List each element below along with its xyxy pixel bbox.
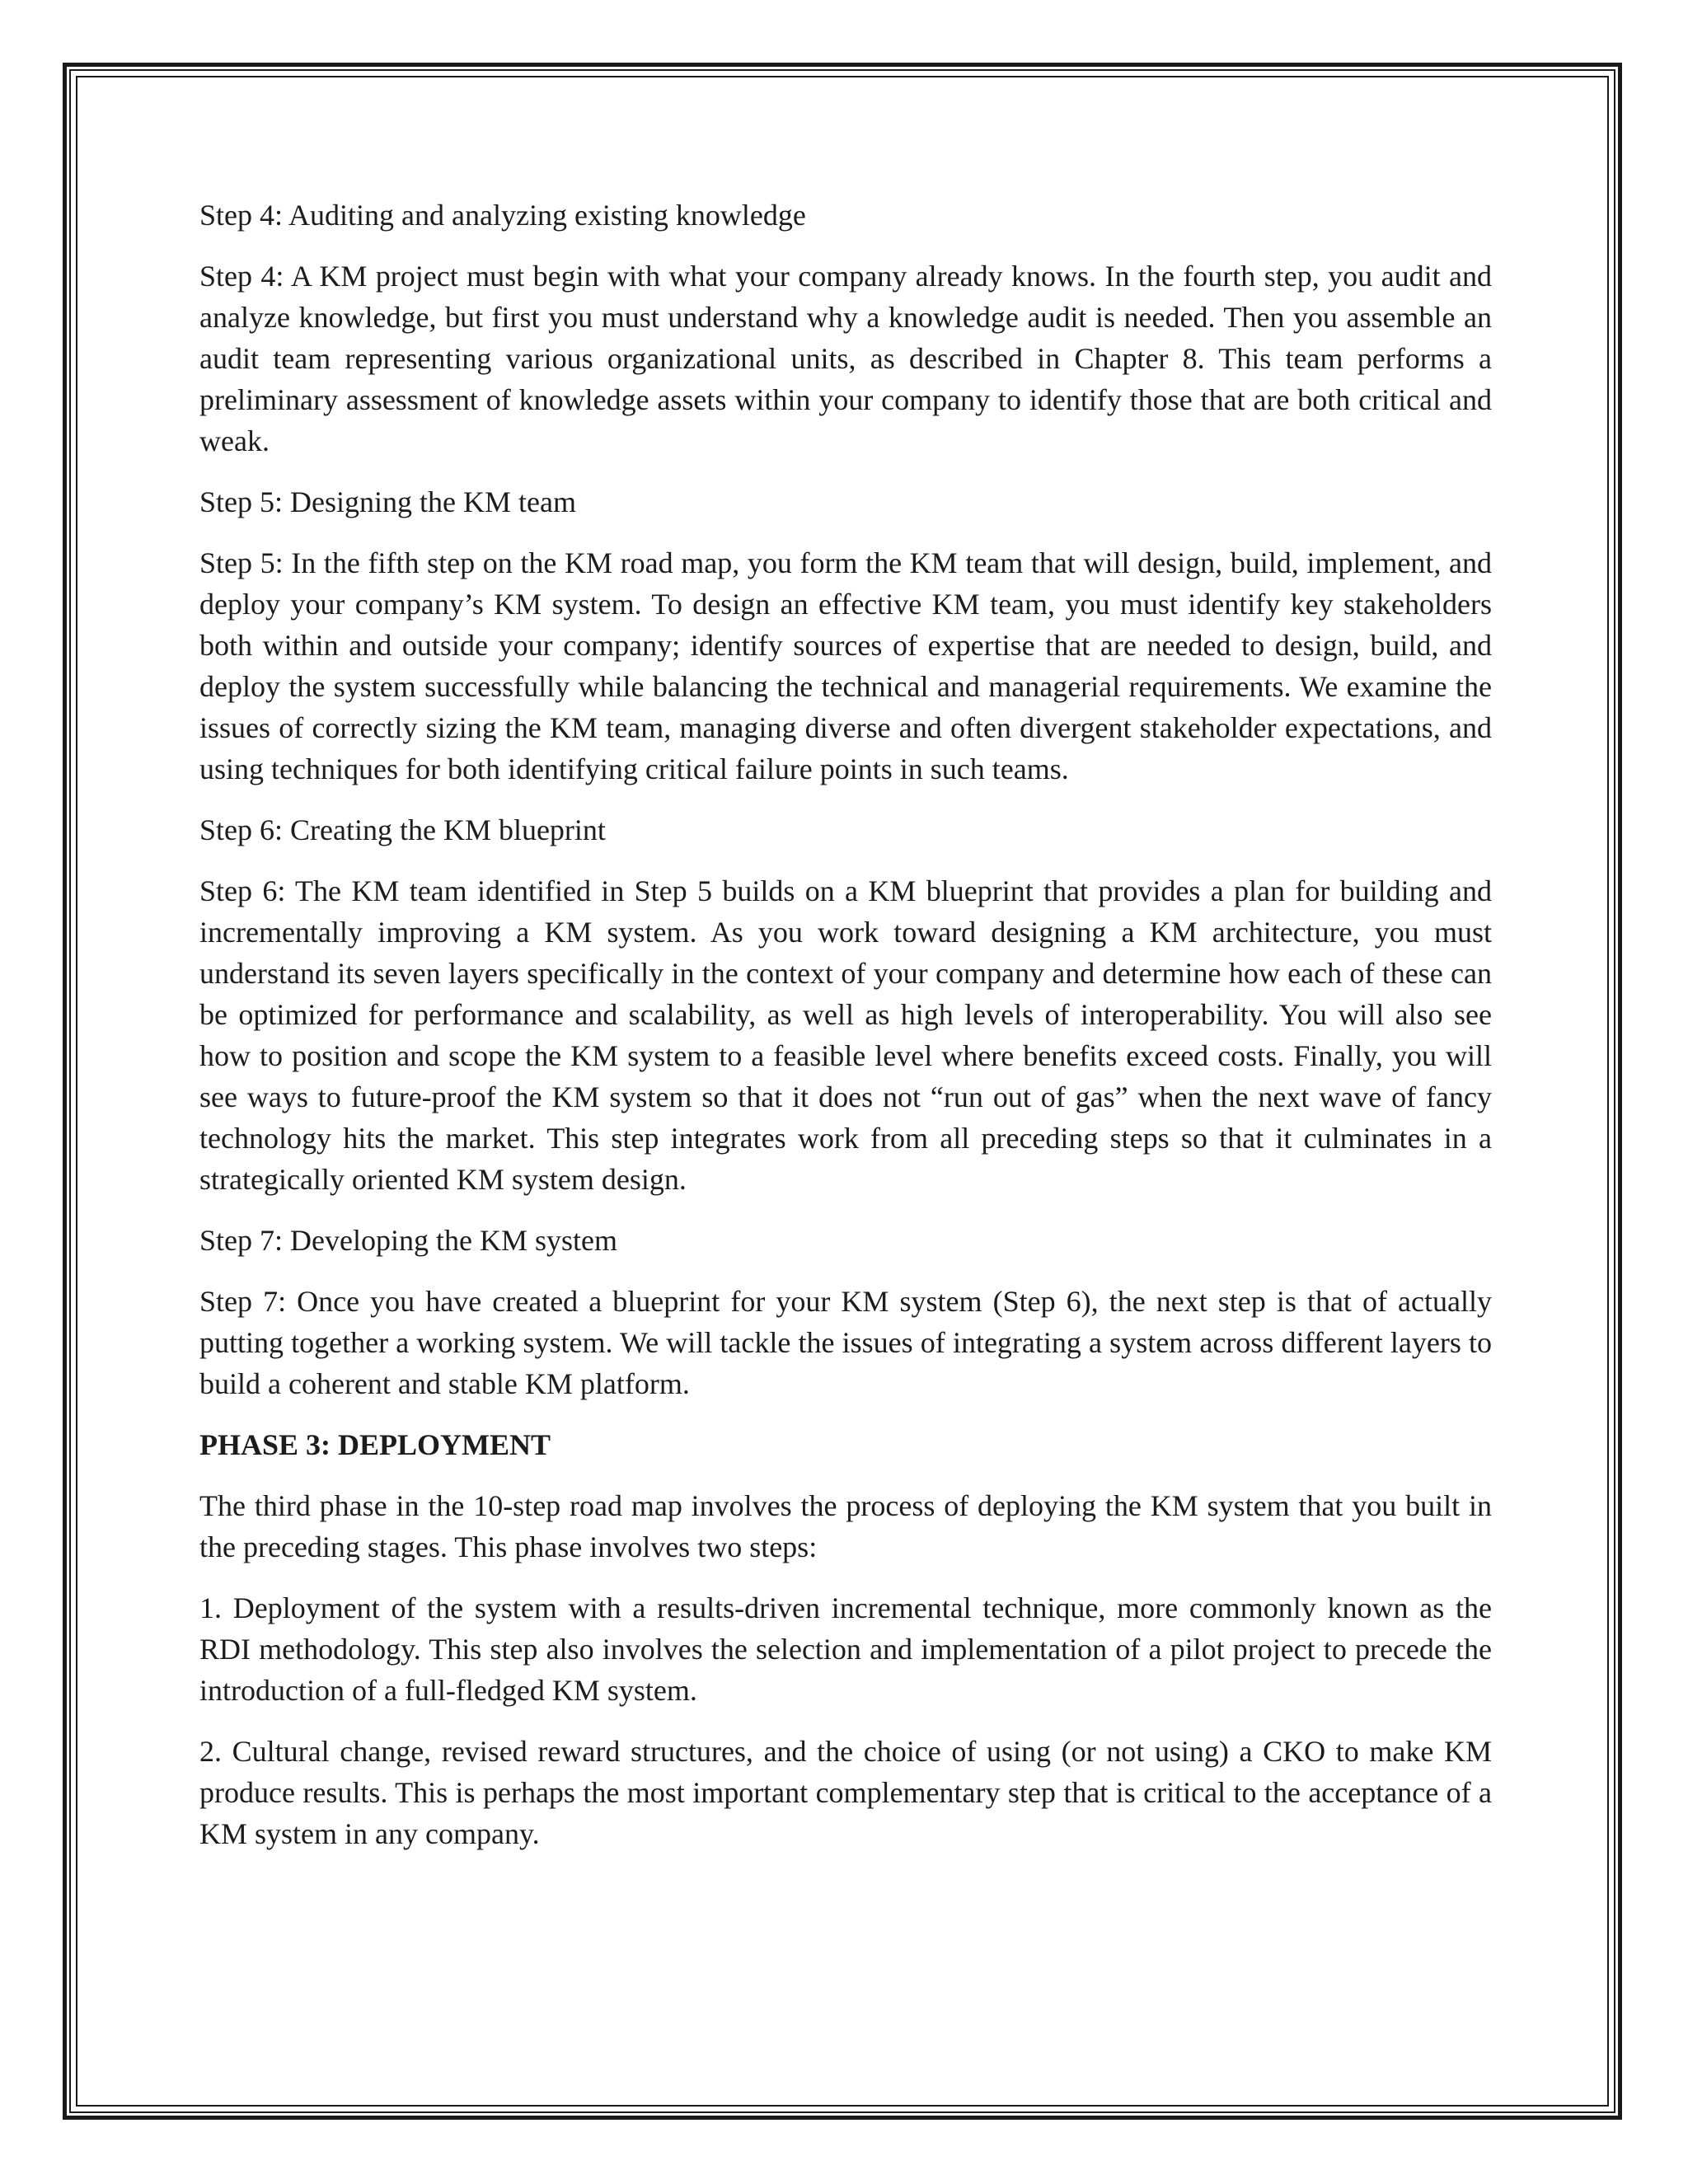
phase-3-intro: The third phase in the 10-step road map involves the process of deploying the KM system that you built in the preceding stages. This phase involves two steps: (199, 1489, 1492, 1563)
step-6-body: Step 6: The KM team identified in Step 5 builds on a KM blueprint that provides a plan for building and incrementally improving a KM system. As you work toward designing a KM architecture, you must understand its seven layers specifically in the context of your company and determine how each of these can be optimized for performance and scalability, as well as high levels of interoperability. You will also see how to position and scope the KM system to a feasible level where benefits exceed costs. Finally, you will see ways to future-proof the KM system so that it does not “run out of gas” when the next wave of fancy technology hits the market. This step integrates work from all preceding steps so that it culminates in a strategically oriented KM system design. (199, 874, 1492, 1196)
step-7-body: Step 7: Once you have created a blueprint for your KM system (Step 6), the next step is that of actually putting together a working system. We will tackle the issues of integrating a system across different layers to build a coherent and stable KM platform. (199, 1285, 1492, 1400)
step-5-body: Step 5: In the fifth step on the KM road map, you form the KM team that will design, build, implement, and deploy your company’s KM system. To design an effective KM team, you must identify key stakeholders both within and outside your company; identify sources of expertise that are needed to design, build, and deploy the system successfully while balancing the technical and managerial requirements. We examine the issues of correctly sizing the KM team, managing diverse and often divergent stakeholder expectations, and using techniques for both identifying critical failure points in such teams. (199, 546, 1492, 785)
phase-3-item-2: 2. Cultural change, revised reward structures, and the choice of using (or not using) a CKO to make KM produce results. This is perhaps the most important complementary step that is critical to the acceptance of a KM system in any company. (199, 1735, 1492, 1850)
page-content (199, 194, 1492, 1874)
phase-3-heading: PHASE 3: DEPLOYMENT (199, 1428, 551, 1461)
step-5-heading: Step 5: Designing the KM team (199, 485, 576, 518)
step-6-heading: Step 6: Creating the KM blueprint (199, 813, 606, 846)
step-7-heading: Step 7: Developing the KM system (199, 1224, 617, 1257)
step-4-body: Step 4: A KM project must begin with what your company already knows. In the fourth step, you audit and analyze knowledge, but first you must understand why a knowledge audit is needed. Then you assemble an audit team representing various organizational units, as described in Chapter 8. This team performs a preliminary assessment of knowledge assets within your company to identify those that are both critical and weak. (199, 260, 1492, 457)
step-4-heading: Step 4: Auditing and analyzing existing knowledge (199, 199, 806, 232)
phase-3-item-1: 1. Deployment of the system with a results-driven incremental technique, more commonly known as the RDI methodology. This step also involves the selection and implementation of a pilot project to precede the introduction of a full-fledged KM system. (199, 1591, 1492, 1707)
